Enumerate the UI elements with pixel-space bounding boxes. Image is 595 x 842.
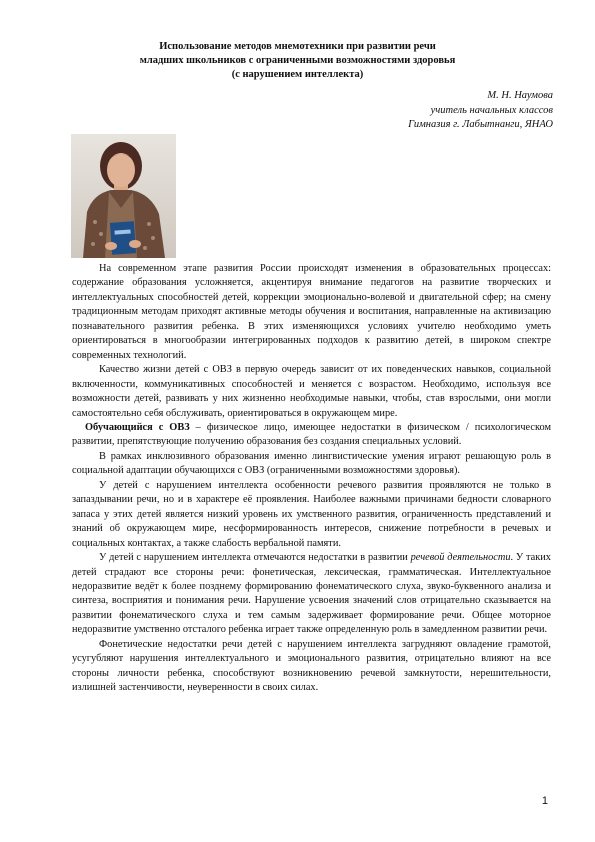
emphasized-term: речевой деятельности	[410, 552, 511, 564]
title-line-3: (с нарушением интеллекта)	[231, 69, 364, 80]
page-number: 1	[541, 795, 548, 807]
paragraph-text: У детей с нарушением интеллекта отмечаются недостатки в развитии	[99, 552, 411, 564]
article-body	[72, 262, 551, 696]
paragraph: Качество жизни детей с ОВЗ в первую очередь зависит от их поведенческих навыков, социальной включенности, коммуникативных способностей и меняется с возрастом. Необходимо, используя все возможности детей, развивать у них жизненно необходимые навыки, чтобы, став взрослыми, они могли самостоятельно себя обслуживать, ориентироваться в окружающем мире.	[72, 364, 551, 419]
author-name: М. Н. Наумова	[487, 90, 553, 101]
paragraph: На современном этапе развития России происходят изменения в образовательных процессах: содержание образования усложняется, акцентируя внимание педагогов на развитие творческих и интеллектуальных способностей детей, коррекции эмоционально-волевой и двигательной сфер; на смену традиционным методам приходят активные методы обучения и воспитания, направленные на активизацию познавательного развития ребенка. В этих изменяющихся условиях учителю необходимо уметь ориентироваться в многообразии интегрированных подходов к развитию детей, в широком спектре современных технологий.	[72, 263, 551, 361]
paragraph: В рамках инклюзивного образования именно лингвистические умения играют решающую роль в социальной адаптации обучающихся с ОВЗ (ограниченными возможностями здоровья).	[72, 450, 551, 477]
paragraph	[72, 551, 551, 638]
title-line-1: Использование методов мнемотехники при развитии речи	[159, 41, 436, 52]
author-position: учитель начальных классов	[430, 104, 553, 116]
author-organization: Гимназия г. Лабытнанги, ЯНАО	[408, 119, 553, 130]
article-title	[80, 40, 515, 82]
title-line-2: младших школьников с ограниченными возможностями здоровья	[139, 55, 456, 66]
definition-paragraph	[72, 421, 551, 450]
author-block	[253, 89, 553, 133]
author-photo	[71, 134, 176, 258]
paragraph-text: . У таких детей страдают все стороны речи: фонетическая, лексическая, грамматическая. Интеллектуальное недоразвитие ведёт к более позднему формированию фонематического слуха, звуко-буквенного анализа и синтеза, восприятия и понимания речи. Нарушение усвоения значений слов отрицательно сказывается на развитии фонематического слуха и тем самым задерживает формирование речи. Общее моторное недоразвитие умственно отсталого ребенка играет также определенную роль в замедленном развитии речи.	[72, 552, 551, 636]
defined-term: Обучающийся с ОВЗ	[85, 421, 190, 433]
paragraph: У детей с нарушением интеллекта особенности речевого развития проявляются не только в запаздывании речи, но и в характере её проявления. Наиболее важными причинами бедности словарного запаса у этих детей является низкий уровень их умственного развития, ограниченность представлений и знаний об окружающем мире, несформированность интересов, снижение потребности в речевых и социальных контактах, а также слабость вербальной памяти.	[72, 479, 551, 549]
definition-text: – физическое лицо, имеющее недостатки в физическом / психологическом развитии, препятствующие получению образования без создания специальных условий.	[72, 421, 551, 448]
paragraph: Фонетические недостатки речи детей с нарушением интеллекта загрудняют овладение грамотой, усугубляют нарушения интеллектуального и эмоционального развития, отрицательно влияют на все стороны личности ребенка, способствуют возникновению речевой замкнутости, нерешительности, излишней застенчивости, неуверенности в своих силах.	[72, 638, 551, 694]
